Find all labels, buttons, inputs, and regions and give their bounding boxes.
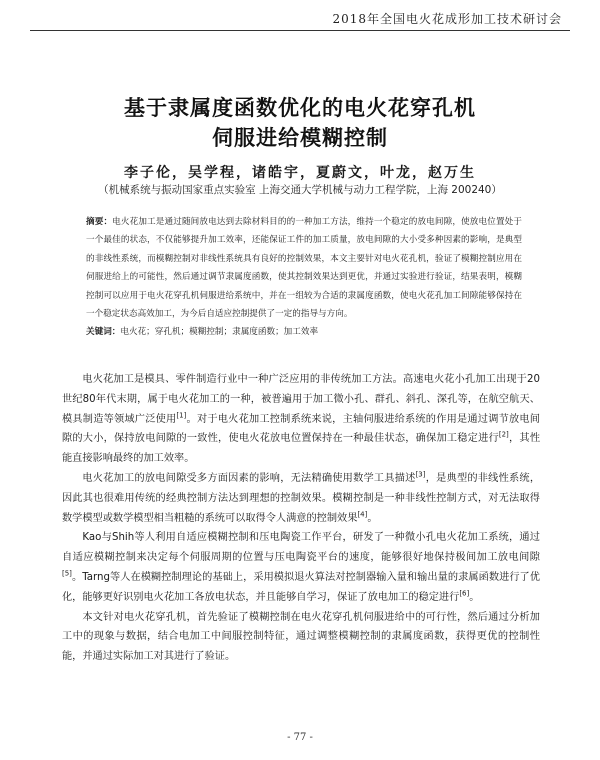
keywords-label: 关键词： [86, 327, 121, 338]
citation: [4] [357, 510, 368, 519]
p1-text-d: ，其性能直接影响最终的加工效率。 [62, 433, 541, 465]
abstract-text: 电火花加工是通过随间放电达到去除材料目的的一种加工方法，维持一个稳定的放电间隙，使放电位置处于一个最佳的状态，不仅能够提升加工效率，还能保证工件的加工质量，放电间隙的大小受多种因素的影响，是典型的非线性系统，而模糊控制对非线性系统具有良好的控制效果，本文主要针对电火花孔机，验证了模糊控制应用在伺服进给上的可能性，然后通过调节隶属度函数，使其控制效果达到更优，并通过实验进行验证，结果表明，模糊控制可以应用于电火花穿孔机伺服进给系统中，并在一组较为合适的隶属度函数，使电火花孔加工间隙能够保持在一个稳定状态高效加工，为今后自适应控制提供了一定的指导与方向。 [86, 217, 522, 320]
affiliation: （机械系统与振动国家重点实验室 上海交通大学机械与动力工程学院，上海 200240） [98, 184, 502, 196]
p1-text-b: 。对于电火花加工控制系统来说，主轴伺服进给系统的作用是通过调节放电间隙的大小，保持放电间隙的一致性，使电火花放电位置保持在一种最佳状态，确保加工稳定进行 [62, 413, 540, 445]
p2-text-b: ，是典型的非线性系统，因此其也很难用传统的经典控制方法达到理想的控制效果。模糊控制是一种非线性控制方式，对无法取得数学模型或数学模型相当粗糙的系统可以取得令人满意的控制效果 [62, 472, 541, 524]
keywords-text: 电火花；穿孔机；模糊控制；隶属度函数；加工效率 [120, 327, 319, 338]
abstract [86, 213, 522, 342]
paper-title-line-1: 基于隶属度函数优化的电火花穿孔机 [124, 96, 476, 120]
p3-text-d: 。 [469, 591, 480, 603]
paragraph-2 [62, 469, 540, 528]
paragraph-3 [62, 528, 540, 607]
p1-text-a: 电火花加工是模具、零件制造行业中一种广泛应用的非传统加工方法。高速电火花小孔加工出现于20世纪80年代末期，属于电火花加工的一种，被普遍用于加工微小孔、群孔、斜孔、深孔等，在航空航天、模具制造等领域广泛使用 [62, 374, 540, 425]
header-rule [30, 30, 570, 31]
p2-text-a: 电火花加工的放电间隙受多方面因素的影响，无法精确使用数学工具描述 [82, 472, 416, 484]
paper-title-line-2: 伺服进给模糊控制 [212, 126, 388, 150]
author-list: 李子伦，吴学程，诸皓宇，夏蔚文，叶龙，赵万生 [124, 165, 476, 181]
p3-text-a: Kao与Shih等人利用自适应模糊控制和压电陶瓷工作平台，研发了一种微小孔电火花加工系统，通过自适应模糊控制来决定每个伺服周期的位置与压电陶瓷平台的速度，能够很好地保持极间加工放电间隙 [62, 532, 540, 564]
page-number: - 77 - [287, 732, 313, 743]
p3-text-b: 。Tarng等人在模糊控制理论的基础上，采用模拟退火算法对控制器输入量和输出量的隶属函数进行了优化，能够更好识别电火花加工各放电状态，并且能够自学习，保证了放电加工的稳定进行 [62, 571, 540, 603]
citation: [1] [176, 411, 187, 420]
p2-text-d: 。 [367, 512, 378, 524]
abstract-label: 摘要： [86, 217, 113, 227]
citation: [2] [498, 431, 509, 439]
citation: [6] [459, 589, 470, 598]
paragraph-4: 本文针对电火花穿孔机，首先验证了模糊控制在电火花穿孔机伺服进给中的可行性，然后通过分析加工中的现象与数据，结合电加工中间服控制特征，通过调整模糊控制的隶属度函数，获得更优的控制性能，并通过实际加工对其进行了验证。 [62, 611, 540, 663]
citation: [3] [415, 470, 426, 479]
citation: [5] [62, 569, 72, 578]
keywords [86, 323, 522, 341]
paragraph-1 [62, 370, 540, 469]
body-text [62, 370, 540, 667]
running-header: 2018年全国电火花成形加工技术研讨会 [332, 12, 562, 26]
